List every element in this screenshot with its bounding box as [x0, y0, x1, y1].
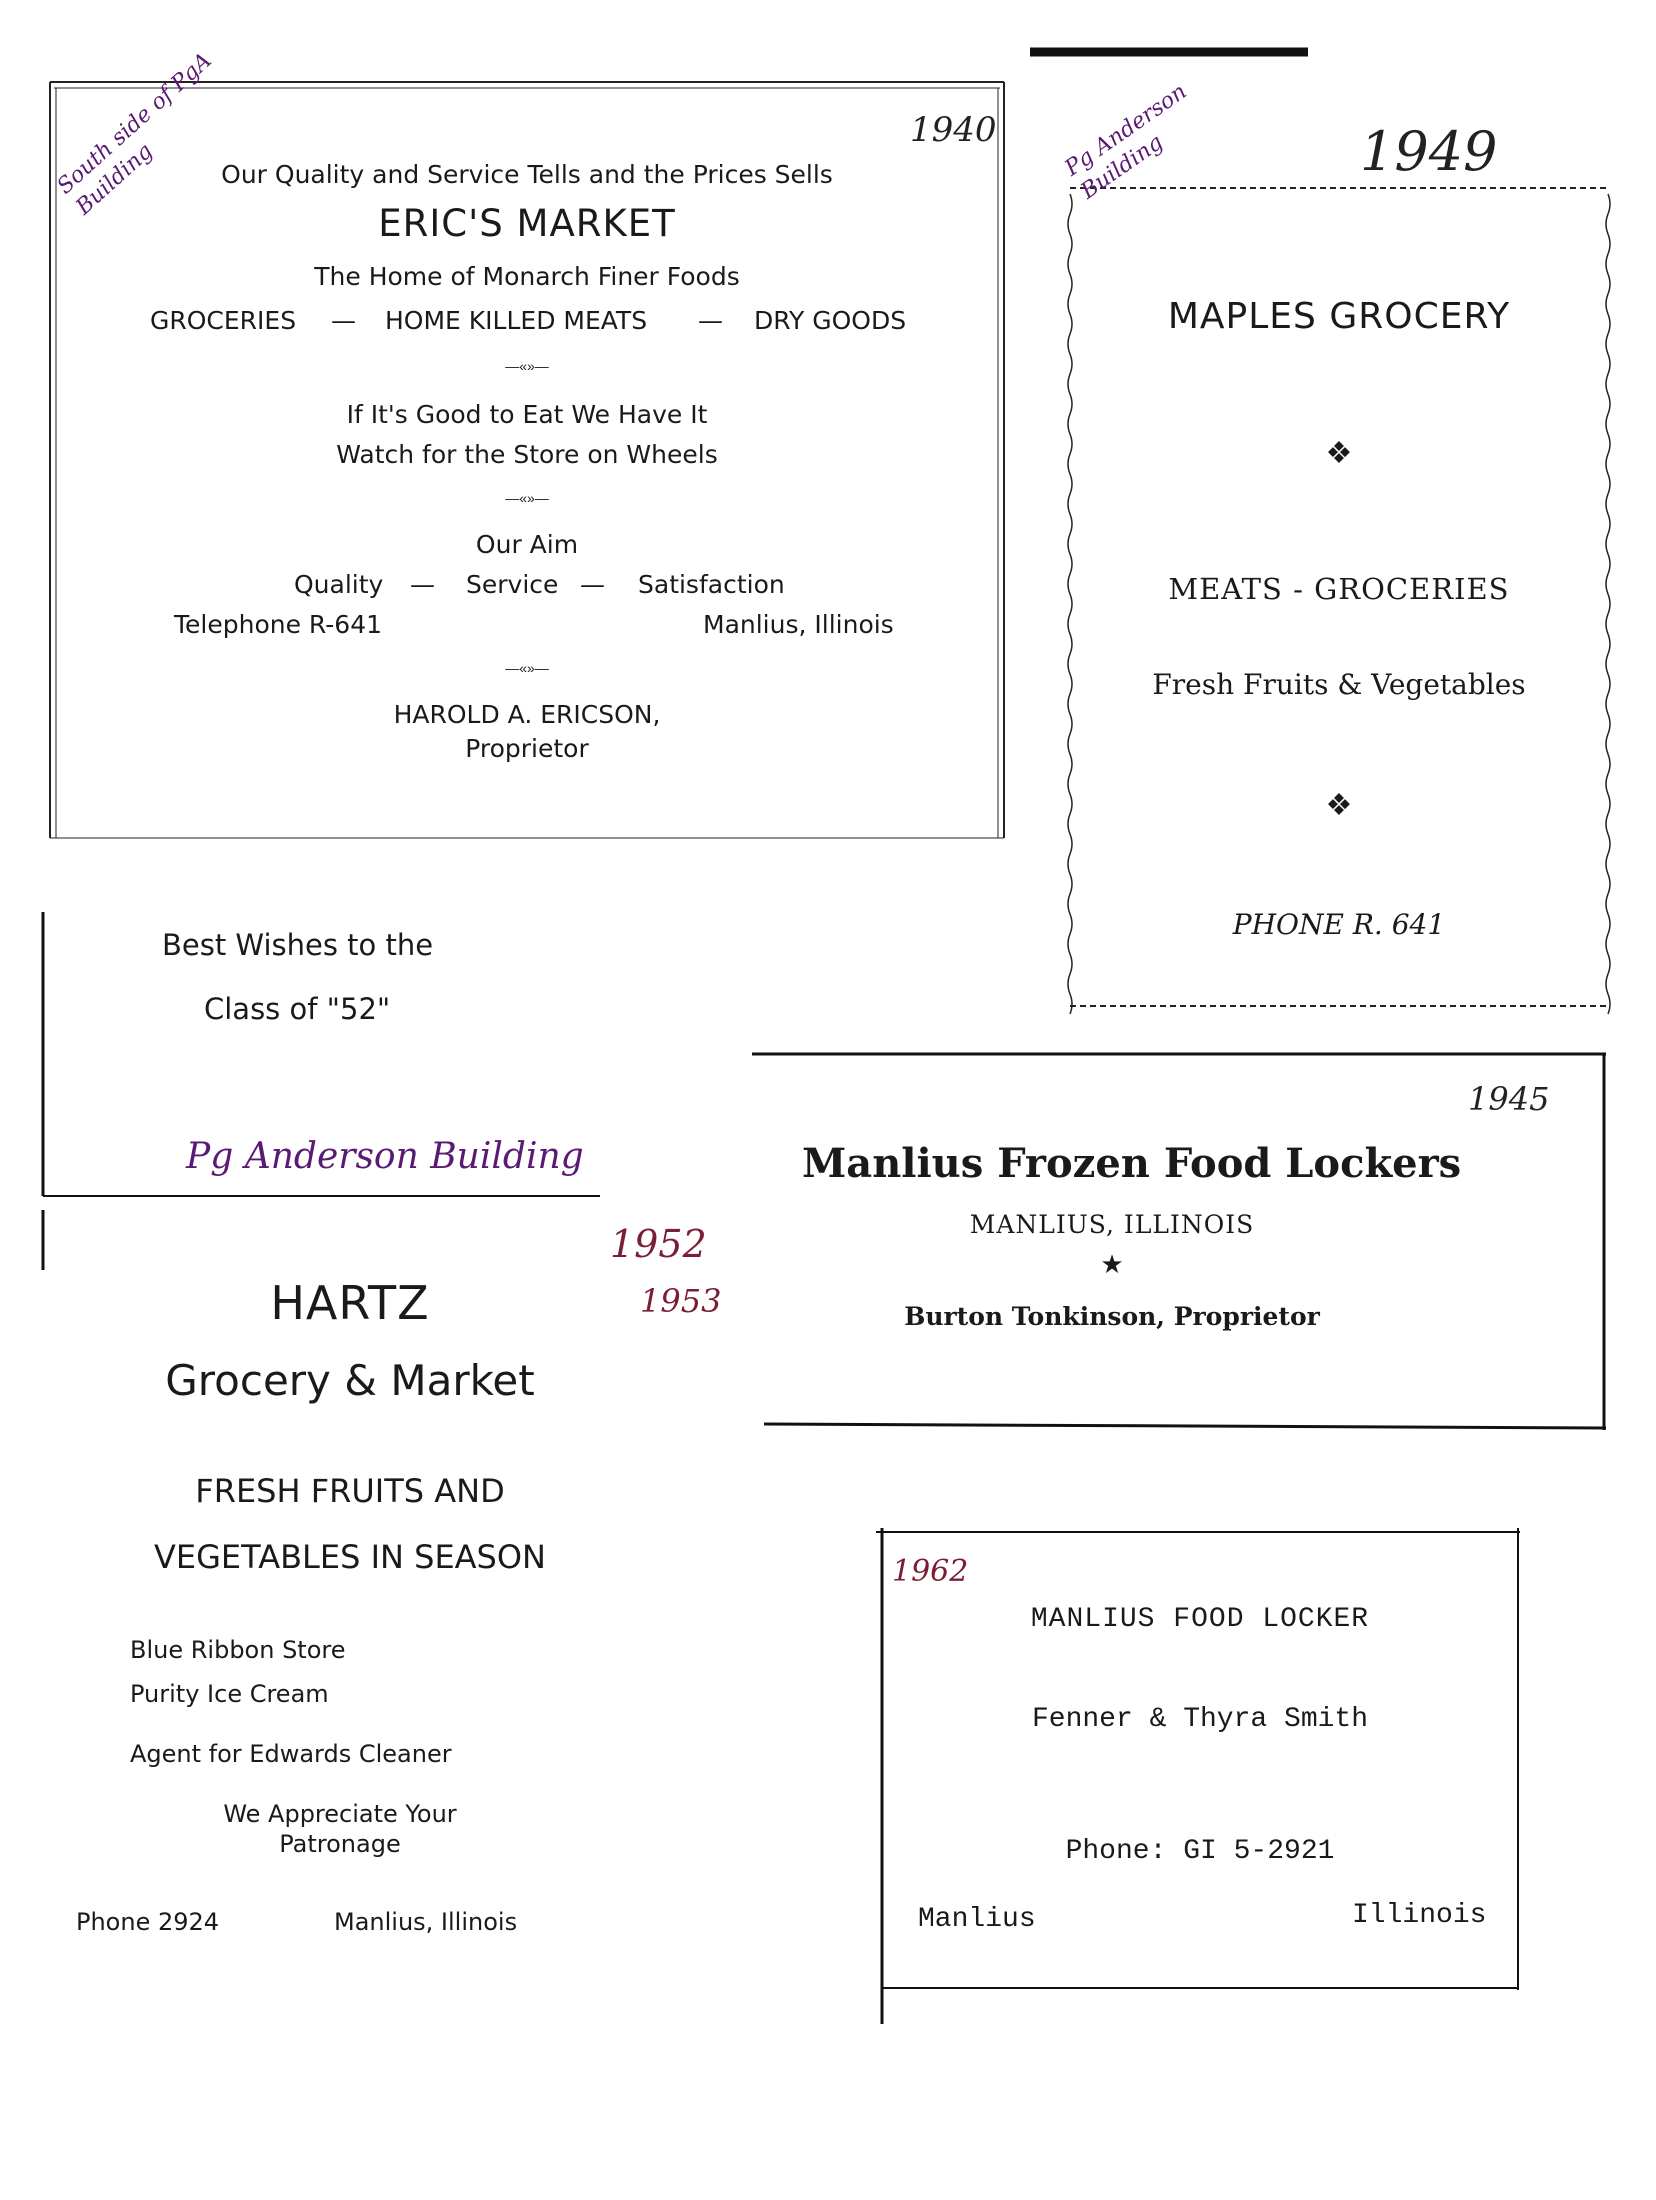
frozen-owner: Burton Tonkinson, Proprietor — [904, 1302, 1320, 1331]
erics-aim-dash-1: — — [410, 570, 435, 599]
hartz-ad — [40, 1210, 760, 1960]
hartz-line-2: VEGETABLES IN SEASON — [154, 1538, 546, 1576]
erics-owner-title: Proprietor — [465, 734, 589, 763]
maples-ornament-1: ❖ — [1325, 436, 1353, 471]
hartz-location: Manlius, Illinois — [334, 1908, 518, 1936]
hartz-name: HARTZ — [270, 1276, 430, 1330]
hartz-line-1: FRESH FRUITS AND — [195, 1472, 505, 1510]
locker-border — [856, 1520, 1526, 2030]
erics-line-1: If It's Good to Eat We Have It — [346, 400, 708, 429]
hartz-item-2: Purity Ice Cream — [130, 1680, 329, 1708]
erics-telephone: Telephone R-641 — [174, 610, 383, 639]
erics-dept-meats: HOME KILLED MEATS — [385, 306, 648, 335]
erics-ornament-1: —«»— — [505, 358, 549, 374]
erics-dept-dash-1: — — [331, 306, 356, 335]
erics-ornament-2: —«»— — [505, 490, 549, 506]
maples-name: MAPLES GROCERY — [1167, 296, 1511, 337]
erics-dept-drygoods: DRY GOODS — [754, 306, 907, 335]
frozen-name: Manlius Frozen Food Lockers — [802, 1140, 1462, 1187]
maples-note-side: Pg Anderson Building — [1060, 79, 1192, 205]
erics-slogan: Our Quality and Service Tells and the Prices Sells — [221, 160, 833, 189]
erics-line-2: Watch for the Store on Wheels — [336, 440, 718, 469]
erics-location: Manlius, Illinois — [703, 610, 894, 639]
erics-note-side: South side of PgA Building — [52, 48, 217, 221]
erics-note-year: 1940 — [910, 110, 997, 150]
locker-state: Illinois — [1352, 1900, 1487, 1931]
erics-aim-title: Our Aim — [475, 530, 579, 559]
hartz-item-1: Blue Ribbon Store — [130, 1636, 346, 1664]
erics-dept-groceries: GROCERIES — [150, 306, 297, 335]
frozen-location: MANLIUS, ILLINOIS — [969, 1210, 1255, 1239]
erics-ornament-3: —«»— — [505, 660, 549, 676]
frozen-star-icon: ★ — [1100, 1250, 1124, 1280]
erics-market-ad — [48, 78, 1006, 840]
maples-border — [1028, 44, 1623, 1026]
hartz-item-4a: We Appreciate Your — [223, 1800, 457, 1828]
hartz-note-year-2: 1953 — [640, 1282, 722, 1320]
maples-ornament-2: ❖ — [1325, 788, 1353, 823]
erics-aim-service: Service — [466, 570, 559, 599]
hartz-item-3: Agent for Edwards Cleaner — [130, 1740, 452, 1768]
maples-line-1: MEATS - GROCERIES — [1168, 572, 1510, 606]
frozen-note-year: 1945 — [1468, 1080, 1550, 1118]
erics-aim-dash-2: — — [580, 570, 605, 599]
maples-note-year: 1949 — [1360, 120, 1498, 183]
class52-line-1: Best Wishes to the — [162, 928, 434, 962]
erics-aim-satisfaction: Satisfaction — [638, 570, 785, 599]
erics-owner: HAROLD A. ERICSON, — [393, 700, 661, 729]
locker-phone: Phone: GI 5-2921 — [1065, 1836, 1335, 1867]
erics-name: ERIC'S MARKET — [378, 202, 676, 245]
class52-note: Pg Anderson Building — [186, 1136, 584, 1177]
hartz-phone: Phone 2924 — [76, 1908, 220, 1936]
locker-owners: Fenner & Thyra Smith — [1031, 1704, 1369, 1735]
class52-line-2: Class of "52" — [204, 992, 391, 1026]
maples-line-2: Fresh Fruits & Vegetables — [1152, 668, 1526, 701]
locker-name: MANLIUS FOOD LOCKER — [1030, 1604, 1370, 1635]
food-locker-ad — [856, 1520, 1526, 2030]
locker-city: Manlius — [918, 1904, 1036, 1935]
erics-tagline: The Home of Monarch Finer Foods — [314, 262, 740, 291]
erics-dept-dash-2: — — [698, 306, 723, 335]
hartz-note-year-1: 1952 — [610, 1222, 707, 1266]
maples-grocery-ad — [1028, 44, 1623, 1026]
maples-phone: PHONE R. 641 — [1232, 908, 1446, 941]
hartz-item-4b: Patronage — [279, 1830, 401, 1858]
locker-note-year: 1962 — [892, 1554, 969, 1589]
hartz-subtitle: Grocery & Market — [165, 1356, 535, 1405]
erics-aim-quality: Quality — [294, 570, 384, 599]
